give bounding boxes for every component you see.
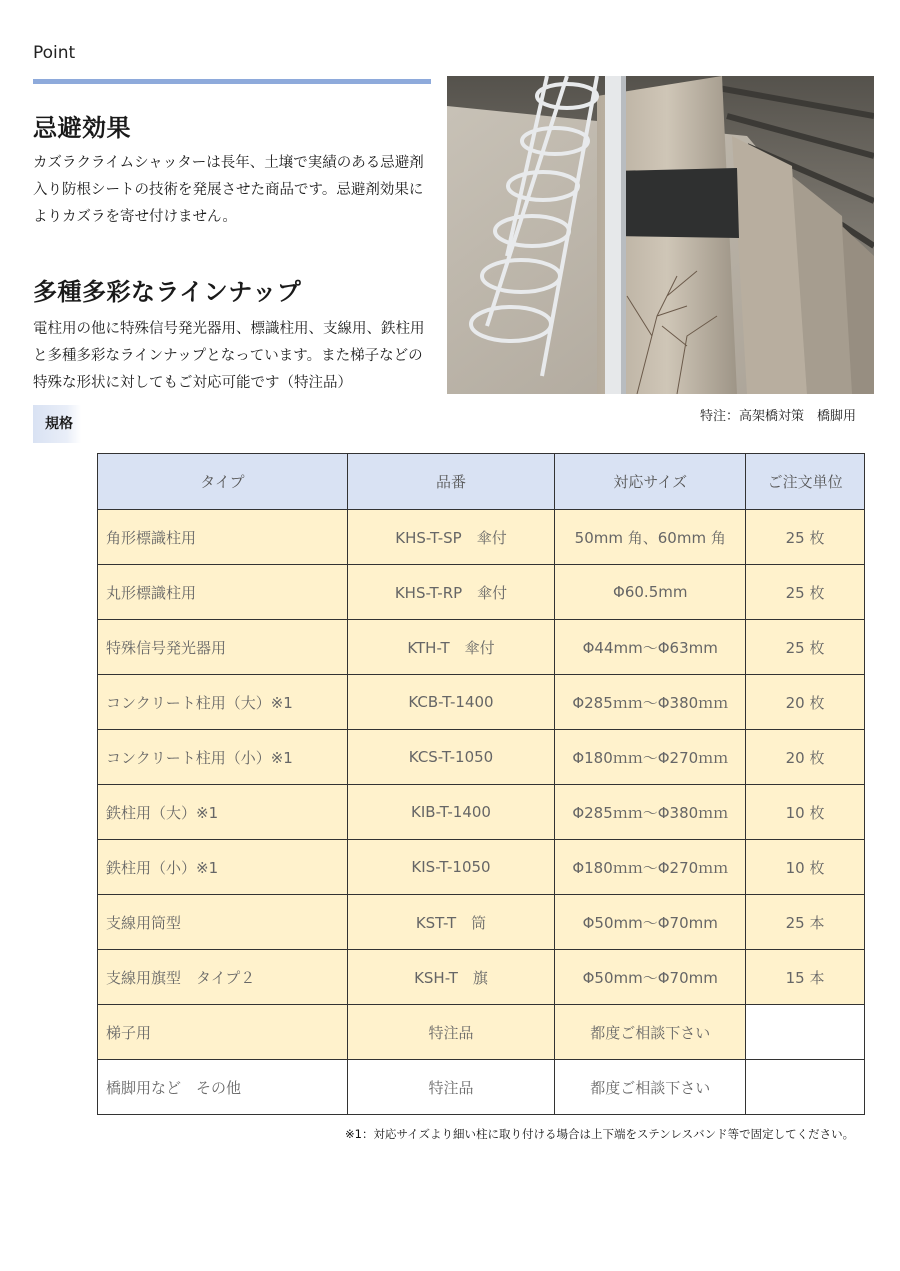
- table-row: [98, 620, 865, 675]
- table-row: [98, 565, 865, 620]
- table-row: [98, 510, 865, 565]
- point-label: Point: [33, 43, 76, 63]
- product-photo: [447, 76, 874, 394]
- cell-order-unit: 25 本: [746, 895, 865, 950]
- cell-part-number: KCS-T-1050: [347, 730, 555, 785]
- cell-part-number: KIS-T-1050: [347, 840, 555, 895]
- cell-size: Φ180ｍｍ～Φ270ｍｍ: [555, 840, 746, 895]
- cell-part-number: 特注品: [347, 1060, 555, 1115]
- cell-order-unit: 25 枚: [746, 620, 865, 675]
- text-line: 入り防根シートの技術を発展させた商品です。忌避剤効果に: [33, 182, 424, 198]
- text-line: よりカズラを寄せ付けません。: [33, 209, 237, 225]
- section-title-lineup: 多種多彩なラインナップ: [33, 278, 302, 306]
- header-order-unit: ご注文単位: [746, 454, 865, 510]
- cell-type: 支線用旗型 タイプ２: [98, 950, 348, 1005]
- cell-type: 角形標識柱用: [98, 510, 348, 565]
- cell-type: 丸形標識柱用: [98, 565, 348, 620]
- cell-size: Φ285ｍｍ～Φ380ｍｍ: [555, 675, 746, 730]
- text-line: カズラクライムシャッターは長年、土壌で実績のある忌避剤: [33, 155, 424, 171]
- cell-type: コンクリート柱用（大）※1: [98, 675, 348, 730]
- cell-size: Φ285ｍｍ～Φ380ｍｍ: [555, 785, 746, 840]
- header-size: 対応サイズ: [555, 454, 746, 510]
- table-row: [98, 950, 865, 1005]
- cell-order-unit: [746, 1005, 865, 1060]
- section-text-repellent: [33, 150, 433, 231]
- text-line: 特殊な形状に対してもご対応可能です（特注品）: [33, 375, 352, 391]
- table-row: [98, 1005, 865, 1060]
- cell-type: 鉄柱用（小）※1: [98, 840, 348, 895]
- footnote: ※1：対応サイズより細い柱に取り付ける場合は上下端をステンレスバンド等で固定してください。: [345, 1127, 855, 1141]
- cell-order-unit: 15 本: [746, 950, 865, 1005]
- header-part-number: 品番: [347, 454, 555, 510]
- accent-bar: [33, 79, 431, 84]
- header-type: タイプ: [98, 454, 348, 510]
- cell-size: Φ60.5mm: [555, 565, 746, 620]
- cell-size: Φ180ｍｍ～Φ270ｍｍ: [555, 730, 746, 785]
- cell-order-unit: 20 枚: [746, 675, 865, 730]
- cell-order-unit: 25 枚: [746, 510, 865, 565]
- cell-type: 梯子用: [98, 1005, 348, 1060]
- cell-type: 橋脚用など その他: [98, 1060, 348, 1115]
- cell-type: 鉄柱用（大）※1: [98, 785, 348, 840]
- cell-part-number: KSH-T 旗: [347, 950, 555, 1005]
- spec-table: [97, 453, 865, 1115]
- cell-order-unit: 25 枚: [746, 565, 865, 620]
- cell-size: Φ44mm～Φ63mm: [555, 620, 746, 675]
- table-row: [98, 785, 865, 840]
- cell-part-number: KCB-T-1400: [347, 675, 555, 730]
- spec-label: 規格: [33, 405, 81, 443]
- cell-size: 50mm 角、60mm 角: [555, 510, 746, 565]
- cell-order-unit: 20 枚: [746, 730, 865, 785]
- cell-part-number: KHS-T-RP 傘付: [347, 565, 555, 620]
- table-row: [98, 840, 865, 895]
- cell-type: 支線用筒型: [98, 895, 348, 950]
- cell-order-unit: 10 枚: [746, 840, 865, 895]
- table-row: [98, 675, 865, 730]
- cell-part-number: KST-T 筒: [347, 895, 555, 950]
- section-title-repellent: 忌避効果: [33, 114, 131, 142]
- cell-part-number: KHS-T-SP 傘付: [347, 510, 555, 565]
- cell-size: 都度ご相談下さい: [555, 1005, 746, 1060]
- text-line: と多種多彩なラインナップとなっています。また梯子などの: [33, 348, 423, 364]
- cell-part-number: KIB-T-1400: [347, 785, 555, 840]
- text-line: 電柱用の他に特殊信号発光器用、標識柱用、支線用、鉄柱用: [33, 321, 425, 337]
- cell-order-unit: [746, 1060, 865, 1115]
- table-row: [98, 1060, 865, 1115]
- section-text-lineup: [33, 316, 433, 397]
- cell-type: コンクリート柱用（小）※1: [98, 730, 348, 785]
- cell-size: Φ50mm～Φ70mm: [555, 895, 746, 950]
- cell-order-unit: 10 枚: [746, 785, 865, 840]
- cell-size: Φ50mm～Φ70mm: [555, 950, 746, 1005]
- table-row: [98, 895, 865, 950]
- table-header-row: [98, 454, 865, 510]
- table-row: [98, 730, 865, 785]
- cell-type: 特殊信号発光器用: [98, 620, 348, 675]
- cell-part-number: 特注品: [347, 1005, 555, 1060]
- photo-caption: 特注：高架橋対策 橋脚用: [700, 409, 857, 424]
- cell-part-number: KTH-T 傘付: [347, 620, 555, 675]
- cell-size: 都度ご相談下さい: [555, 1060, 746, 1115]
